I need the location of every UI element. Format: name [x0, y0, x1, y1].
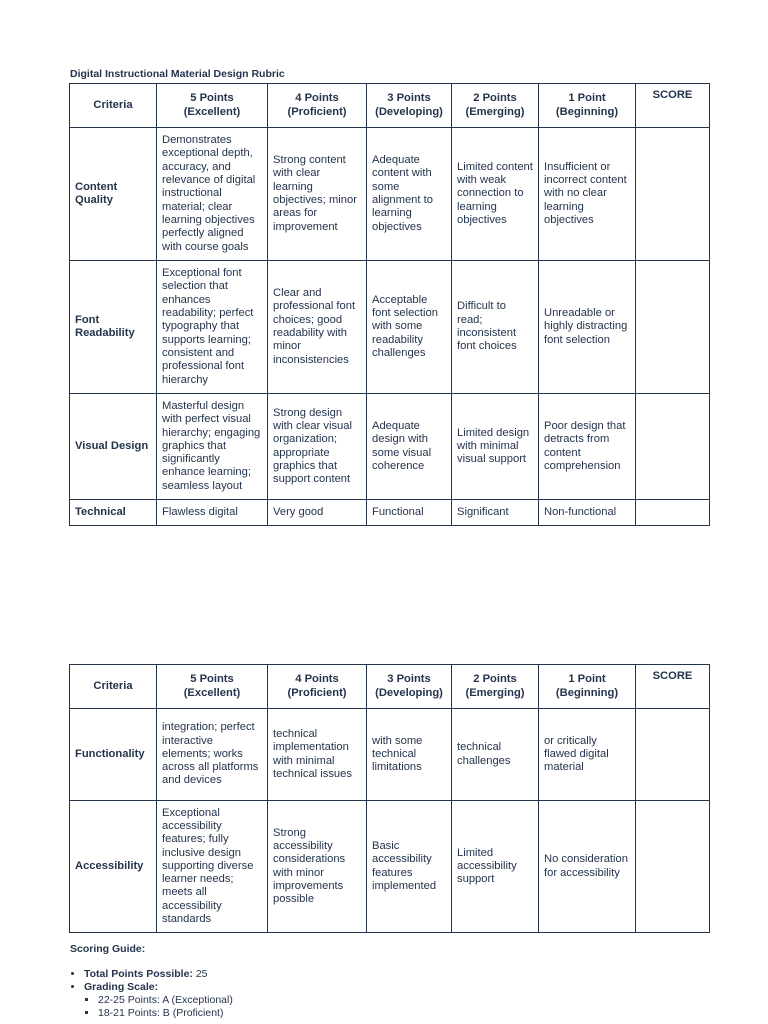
cell-4-points: Strong content with clear learning objectives; minor areas for improvement [268, 128, 367, 261]
cell-1-point: Poor design that detracts from content comprehension [539, 394, 636, 500]
cell-3-points: Adequate design with some visual coherence [367, 394, 452, 500]
header-row [70, 665, 710, 709]
cell-5-points: Masterful design with perfect visual hierarchy; engaging graphics that significantly enhance learning; seamless layout [157, 394, 268, 500]
row-criteria: Functionality [70, 709, 157, 801]
total-points-label: Total Points Possible: [84, 968, 193, 980]
cell-4-points: Strong design with clear visual organization; appropriate graphics that support content [268, 394, 367, 500]
header-5-points: 5 Points (Excellent) [157, 665, 268, 709]
cell-4-points: technical implementation with minimal technical issues [268, 709, 367, 801]
cell-4-points: Clear and professional font choices; good readability with minor inconsistencies [268, 261, 367, 394]
cell-3-points: Functional [367, 500, 452, 526]
cell-5-points: integration; perfect interactive elements; works across all platforms and devices [157, 709, 268, 801]
table-row [70, 709, 710, 801]
header-4-points: 4 Points (Proficient) [268, 84, 367, 128]
list-item [84, 968, 233, 981]
header-criteria: Criteria [70, 665, 157, 709]
list-item: ▪ 18-21 Points: B (Proficient) [98, 1007, 233, 1020]
cell-2-points: Limited content with weak connection to learning objectives [452, 128, 539, 261]
table-row [70, 128, 710, 261]
cell-2-points: Limited accessibility support [452, 801, 539, 933]
header-3-points: 3 Points (Developing) [367, 665, 452, 709]
header-1-point: 1 Point (Beginning) [539, 665, 636, 709]
score-cell[interactable] [636, 261, 710, 394]
cell-2-points: Significant [452, 500, 539, 526]
cell-1-point: Insufficient or incorrect content with no clear learning objectives [539, 128, 636, 261]
list-item: ▪ 22-25 Points: A (Exceptional) [98, 994, 233, 1007]
cell-5-points: Demonstrates exceptional depth, accuracy, and relevance of digital instructional material; clear learning objectives perfectly aligned with course goals [157, 128, 268, 261]
list-item [84, 981, 233, 1020]
header-3-points: 3 Points (Developing) [367, 84, 452, 128]
cell-2-points: Limited design with minimal visual support [452, 394, 539, 500]
rubric-table [69, 83, 710, 526]
header-2-points: 2 Points (Emerging) [452, 665, 539, 709]
header-row [70, 84, 710, 128]
scoring-guide-list [66, 968, 233, 1020]
grading-scale-list [84, 994, 233, 1020]
row-criteria: Content Quality [70, 128, 157, 261]
header-5-points: 5 Points (Excellent) [157, 84, 268, 128]
cell-3-points: Adequate content with some alignment to learning objectives [367, 128, 452, 261]
row-criteria: Accessibility [70, 801, 157, 933]
row-criteria: Technical [70, 500, 157, 526]
cell-1-point: No consideration for accessibility [539, 801, 636, 933]
header-1-point: 1 Point (Beginning) [539, 84, 636, 128]
header-score: SCORE [636, 665, 710, 709]
cell-2-points: technical challenges [452, 709, 539, 801]
cell-3-points: Acceptable font selection with some readability challenges [367, 261, 452, 394]
header-4-points: 4 Points (Proficient) [268, 665, 367, 709]
row-criteria: Font Readability [70, 261, 157, 394]
document-title: Digital Instructional Material Design Rubric [70, 68, 285, 80]
table-row [70, 801, 710, 933]
cell-3-points: with some technical limitations [367, 709, 452, 801]
table-row [70, 261, 710, 394]
header-criteria: Criteria [70, 84, 157, 128]
cell-4-points: Strong accessibility considerations with minor improvements possible [268, 801, 367, 933]
table-row [70, 500, 710, 526]
total-points-value: 25 [192, 968, 208, 980]
cell-4-points: Very good [268, 500, 367, 526]
score-cell[interactable] [636, 709, 710, 801]
score-cell[interactable] [636, 394, 710, 500]
cell-3-points: Basic accessibility features implemented [367, 801, 452, 933]
cell-5-points: Flawless digital [157, 500, 268, 526]
scoring-guide-title: Scoring Guide: [70, 943, 146, 955]
table-row [70, 394, 710, 500]
cell-5-points: Exceptional accessibility features; fully inclusive design supporting diverse learner needs; meets all accessibility standards [157, 801, 268, 933]
rubric-table-continued [69, 664, 710, 933]
score-cell[interactable] [636, 128, 710, 261]
cell-1-point: Non-functional [539, 500, 636, 526]
header-2-points: 2 Points (Emerging) [452, 84, 539, 128]
score-cell[interactable] [636, 801, 710, 933]
cell-2-points: Difficult to read; inconsistent font choices [452, 261, 539, 394]
cell-1-point: Unreadable or highly distracting font selection [539, 261, 636, 394]
cell-5-points: Exceptional font selection that enhances readability; perfect typography that supports learning; consistent and professional font hierarchy [157, 261, 268, 394]
row-criteria: Visual Design [70, 394, 157, 500]
score-cell[interactable] [636, 500, 710, 526]
header-score: SCORE [636, 84, 710, 128]
cell-1-point: or critically flawed digital material [539, 709, 636, 801]
grading-scale-label: Grading Scale: [84, 981, 159, 993]
